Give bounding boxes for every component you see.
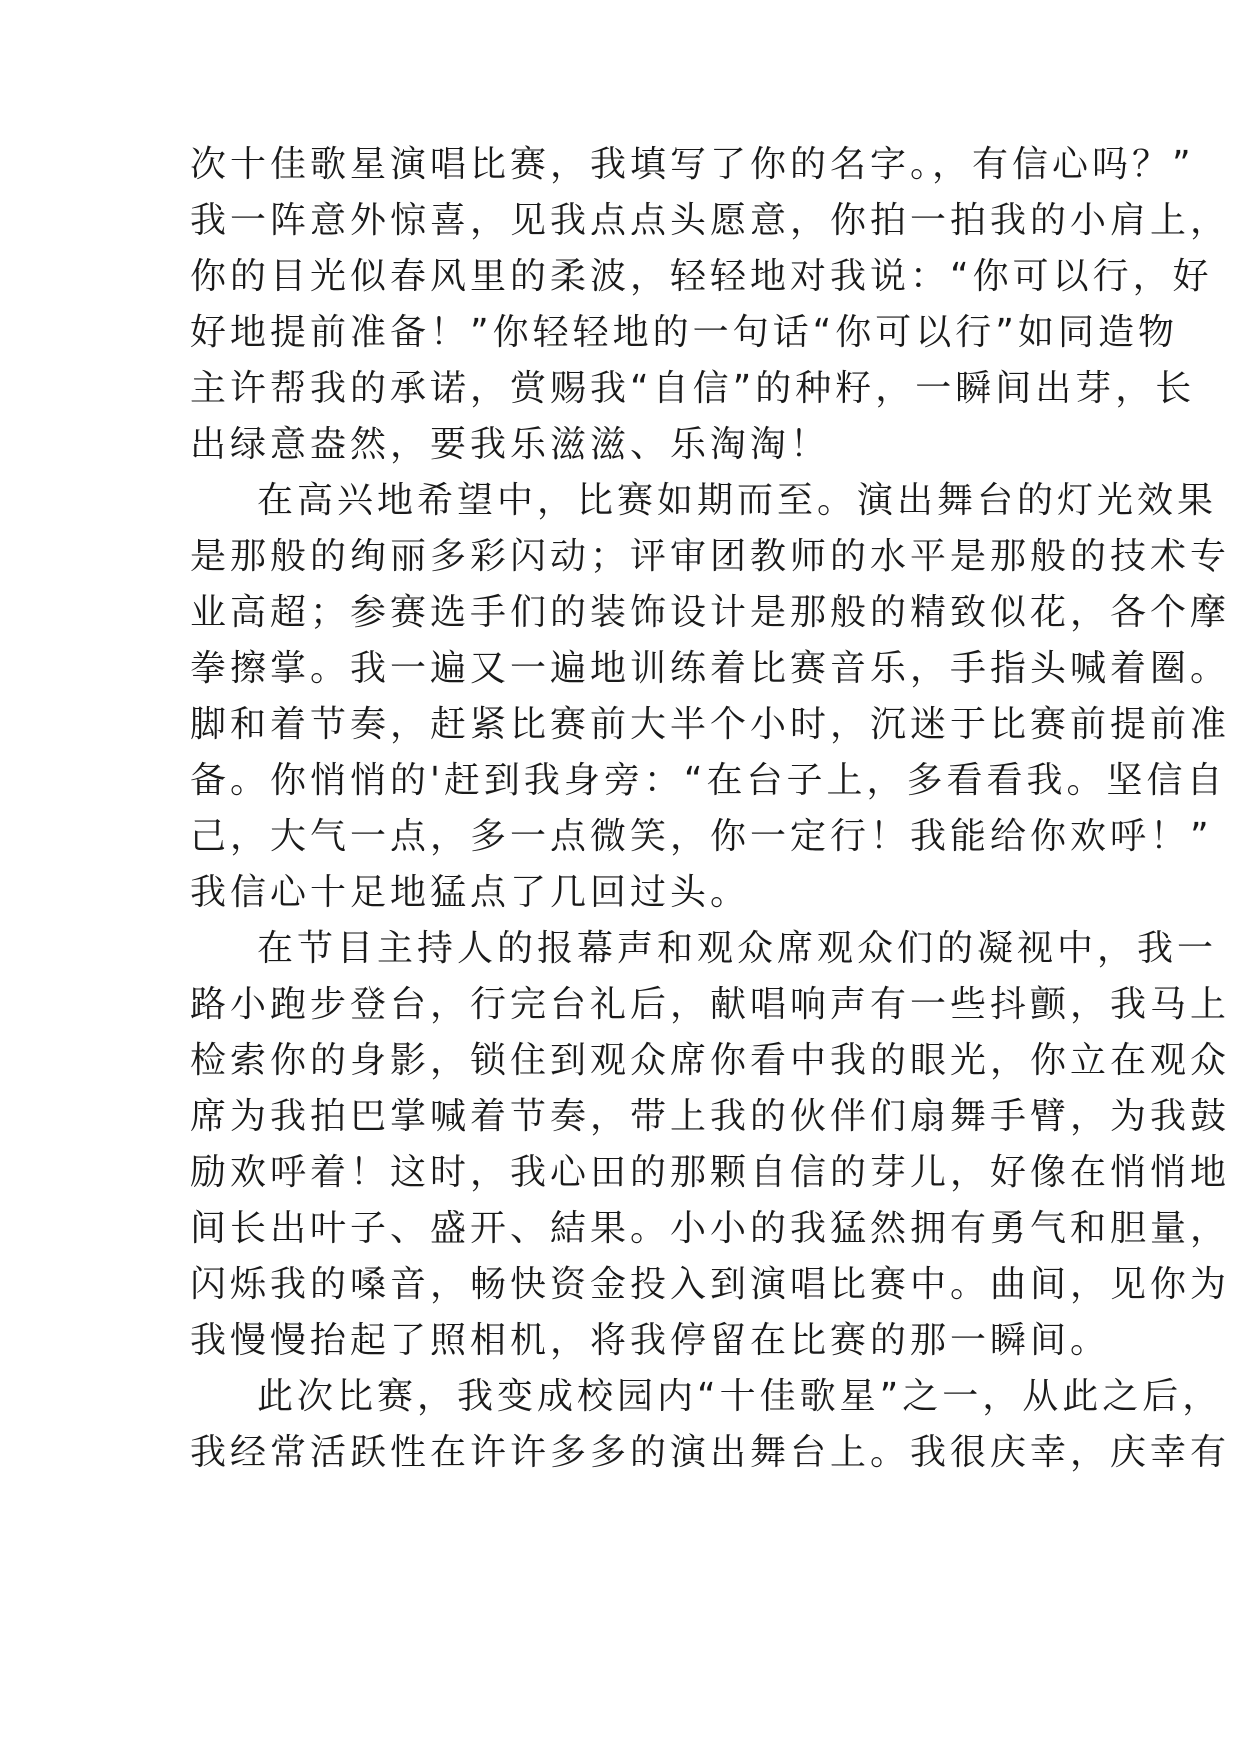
paragraph-start-line: 此次比赛，我变成校园内“十佳歌星”之一，从此之后，: [257, 1376, 1223, 1417]
text-line: 路小跑步登台，行完台礼后，献唱响声有一些抖颤，我马上: [190, 984, 1231, 1025]
text-line: 闪烁我的嗓音，畅快资金投入到演唱比赛中。曲间，见你为: [190, 1264, 1231, 1305]
paragraph-start-line: 在节目主持人的报幕声和观众席观众们的凝视中，我一: [257, 928, 1218, 969]
text-line: 我一阵意外惊喜，见我点点头愿意，你拍一拍我的小肩上，: [190, 200, 1231, 241]
text-line: 业高超；参赛选手们的装饰设计是那般的精致似花，各个摩: [190, 592, 1231, 633]
text-line: 席为我拍巴掌喊着节奏，带上我的伙伴们扇舞手臂，为我鼓: [190, 1096, 1231, 1137]
text-line: 好地提前准备！”你轻轻地的一句话“你可以行”如同造物: [190, 312, 1178, 353]
text-line: 励欢呼着！这时，我心田的那颗自信的芽儿，好像在悄悄地: [190, 1152, 1231, 1193]
text-line: 出绿意盎然，要我乐滋滋、乐淘淘！: [190, 424, 831, 465]
text-line: 次十佳歌星演唱比赛，我填写了你的名字。，有信心吗？”: [190, 144, 1195, 185]
text-line: 间长出叶子、盛开、結果。小小的我猛然拥有勇气和胆量，: [190, 1208, 1231, 1249]
text-line: 主许帮我的承诺，赏赐我“自信”的种籽，一瞬间出芽，长: [190, 368, 1196, 409]
text-line: 是那般的绚丽多彩闪动；评审团教师的水平是那般的技术专: [190, 536, 1231, 577]
text-line: 脚和着节奏，赶紧比赛前大半个小时，沉迷于比赛前提前准: [190, 704, 1231, 745]
paragraph-start-line: 在高兴地希望中，比赛如期而至。演出舞台的灯光效果: [257, 480, 1218, 521]
text-line: 我经常活跃性在许许多多的演出舞台上。我很庆幸，庆幸有: [190, 1432, 1231, 1473]
text-line: 我信心十足地猛点了几回过头。: [190, 872, 751, 913]
text-line: 备。你悄悄的'赶到我身旁：“在台子上，多看看我。坚信自: [190, 760, 1227, 801]
text-line: 检索你的身影，锁住到观众席你看中我的眼光，你立在观众: [190, 1040, 1231, 1081]
text-line: 你的目光似春风里的柔波，轻轻地对我说：“你可以行，好: [190, 256, 1213, 297]
text-line: 拳擦掌。我一遍又一遍地训练着比赛音乐，手指头喊着圈。: [190, 648, 1231, 689]
text-line: 我慢慢抬起了照相机，将我停留在比赛的那一瞬间。: [190, 1320, 1111, 1361]
text-line: 己，大气一点，多一点微笑，你一定行！我能给你欢呼！”: [190, 816, 1213, 857]
